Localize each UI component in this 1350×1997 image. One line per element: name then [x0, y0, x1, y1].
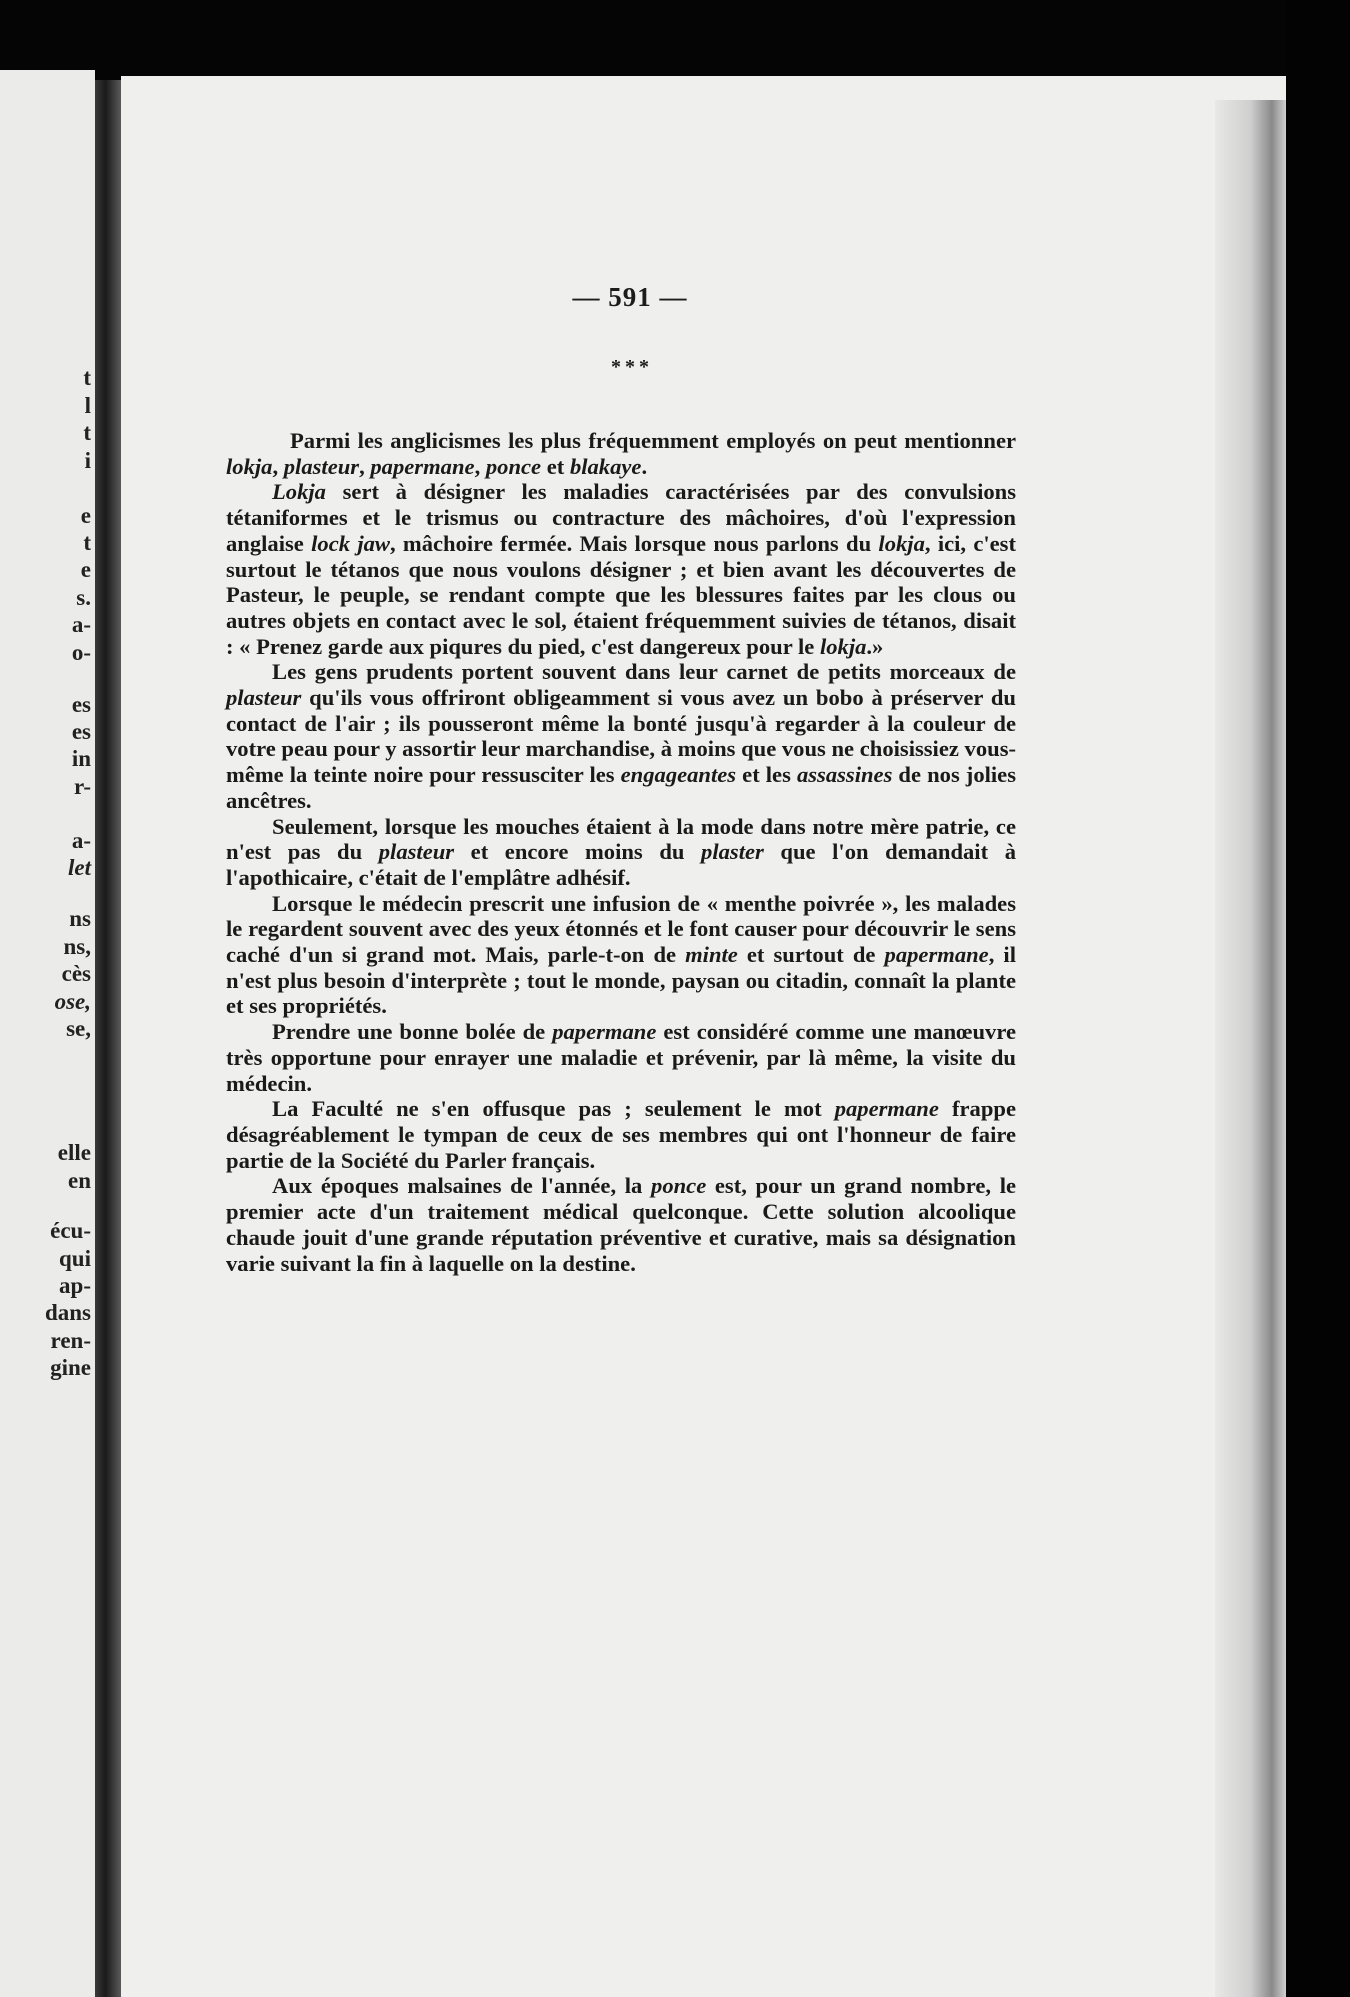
facing-page-fragment: ns: [69, 906, 91, 931]
facing-page-fragment: a-: [71, 612, 91, 637]
facing-page-fragment: s.: [76, 585, 91, 610]
italic-term: lokja: [878, 530, 925, 556]
paragraph: [226, 1019, 1016, 1096]
italic-term: engageantes: [620, 762, 737, 788]
facing-page-fragment: écu-: [50, 1218, 91, 1243]
text-run: La Faculté ne s'en offusque pas ; seulement le mot: [272, 1096, 835, 1122]
text-run: est considéré comme une manœuvre très opportune pour enrayer une maladie et prévenir, par là même, la visite du médecin.: [226, 1019, 1016, 1096]
text-run: et surtout de: [737, 942, 885, 968]
facing-page-fragment: ose,: [54, 989, 91, 1014]
text-run: .»: [866, 633, 884, 659]
text-run: ,: [474, 453, 486, 479]
facing-page-fragment: t: [83, 530, 91, 555]
italic-term: minte: [685, 942, 738, 968]
text-run: de nos jolies ancêtres.: [226, 762, 1016, 813]
italic-term: papermane: [370, 453, 475, 479]
text-run: ,: [359, 453, 371, 479]
text-run: ,: [272, 453, 284, 479]
facing-page-fragment: cès: [61, 961, 91, 986]
page-body-text: [226, 428, 1016, 1276]
text-run: Parmi les anglicismes les plus fréquemment employés on peut mentionner: [290, 428, 1016, 453]
italic-term: lokja: [226, 453, 273, 479]
text-run: Les gens prudents portent souvent dans leur carnet de petits morceaux de: [272, 659, 1016, 685]
facing-page-fragment: ap-: [59, 1273, 91, 1298]
facing-page-fragment: let: [68, 855, 91, 880]
italic-term: blakaye: [569, 453, 642, 479]
facing-page-fragment: es: [71, 719, 91, 744]
facing-page-fragment: t: [83, 365, 91, 390]
text-run: Prendre une bonne bolée de: [272, 1019, 553, 1045]
book-gutter: [95, 80, 121, 1997]
facing-page-fragment: se,: [66, 1016, 91, 1041]
text-run: est, pour un grand nombre, le premier acte d'un traitement médical quelconque. Cette solution alcoolique chaude jouit d'une grande réputation préventive et curative, mais sa désignation varie suivant la fin à laquelle on la destine.: [226, 1173, 1016, 1276]
italic-term: ponce: [485, 453, 542, 479]
paragraph: [226, 814, 1016, 891]
text-run: et les: [736, 762, 797, 788]
facing-page-fragment: r-: [73, 774, 91, 799]
text-run: que l'on demandait à l'apothicaire, c'était de l'emplâtre adhésif.: [226, 839, 1016, 890]
text-run: , il n'est plus besoin d'interprète ; tout le monde, paysan ou citadin, connaît la plante et ses propriétés.: [226, 942, 1016, 1019]
text-run: sert à désigner les maladies caractérisées par des convulsions tétaniformes et le trismus ou contracture des mâchoires, d'où l'expression anglaise: [226, 479, 1016, 556]
facing-page: [0, 70, 95, 1997]
text-run: Aux époques malsaines de l'année, la: [272, 1173, 652, 1199]
italic-term: plaster: [701, 839, 764, 865]
facing-page-fragment: l: [84, 393, 91, 418]
text-run: et: [541, 453, 570, 479]
italic-term: lock jaw: [311, 530, 390, 556]
facing-page-fragment: i: [84, 448, 91, 473]
italic-term: assassines: [796, 762, 893, 788]
facing-page-fragment: elle: [57, 1140, 91, 1165]
paragraph: [226, 1096, 1016, 1173]
page-number: — 591 —: [572, 282, 688, 312]
text-run: qu'ils vous offriront obligeamment si vous avez un bobo à préserver du contact de l'air ; ils pousseront même la bonté jusqu'à regarder à la couleur de votre peau pour y assortir leur marchandise, à moins que vous ne choisissiez vous-même la teinte noire pour ressusciter les: [226, 685, 1017, 788]
facing-page-fragment: ren-: [50, 1328, 91, 1353]
text-run: Seulement, lorsque les mouches étaient à la mode dans notre mère patrie, ce n'est pas du: [226, 813, 1016, 865]
italic-term: papermane: [834, 1096, 939, 1122]
italic-term: plasteur: [283, 453, 360, 479]
italic-term: papermane: [884, 942, 989, 968]
italic-term: papermane: [552, 1019, 657, 1045]
facing-page-fragment: in: [71, 746, 91, 771]
paragraph: [226, 659, 1016, 813]
facing-page-fragment: en: [68, 1168, 91, 1193]
facing-page-fragment: dans: [44, 1300, 91, 1325]
facing-page-fragment: es: [71, 692, 91, 717]
text-run: Lorsque le médecin prescrit une infusion de « menthe poivrée », les malades le regardent souvent avec des yeux étonnés et le font causer pour découvrir le sens caché d'un si grand mot. Mais, parle-t-on de: [226, 890, 1016, 968]
facing-page-fragment: o-: [71, 640, 91, 665]
paragraph: [226, 479, 1016, 659]
paragraph: [226, 1173, 1016, 1276]
facing-page-fragment: e: [80, 557, 91, 582]
facing-page-fragment: t: [83, 420, 91, 445]
italic-term: Lokja: [272, 479, 326, 505]
italic-term: lokja: [819, 633, 867, 659]
page-edge-shadow: [1215, 100, 1286, 1997]
section-asterism: * * *: [610, 356, 649, 378]
facing-page-fragment: a-: [71, 828, 91, 853]
facing-page-fragment: gine: [50, 1355, 91, 1380]
facing-page-fragment: ns,: [63, 934, 91, 959]
italic-term: plasteur: [226, 685, 302, 711]
paragraph: [226, 891, 1016, 1020]
facing-page-fragment: e: [80, 503, 91, 528]
paragraph: [226, 428, 1016, 479]
text-run: et encore moins du: [454, 839, 702, 865]
text-run: frappe désagréablement le tympan de ceux de ses membres qui ont l'honneur de faire partie de la Société du Parler français.: [226, 1096, 1016, 1173]
italic-term: plasteur: [378, 839, 455, 865]
text-run: .: [641, 453, 648, 479]
facing-page-fragment: qui: [59, 1246, 91, 1271]
text-run: , mâchoire fermée. Mais lorsque nous parlons du: [389, 530, 879, 556]
italic-term: ponce: [651, 1173, 707, 1199]
background-edge: [1286, 0, 1350, 1997]
text-run: , ici, c'est surtout le tétanos que nous voulons désigner ; et bien avant les découvertes de Pasteur, le peuple, se rendant compte que les blessures faites par les clous ou autres objets en contact avec le sol, étaient fréquemment suivies de tétanos, disait : « Prenez garde aux piqures du pied, c'est dangereux pour le: [226, 530, 1016, 659]
